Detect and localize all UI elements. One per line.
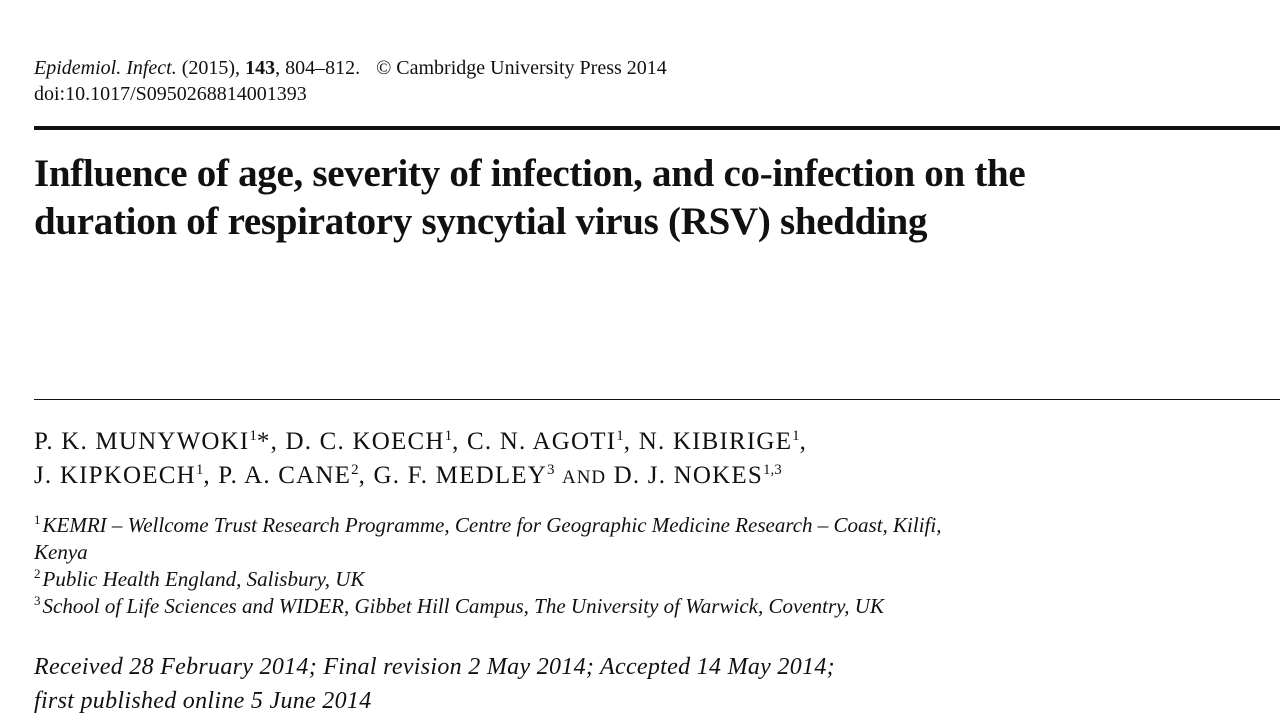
author-name: G. F. MEDLEY [373,462,548,489]
journal-volume: 143 [245,57,276,79]
author-affil-sup: 1 [444,428,453,444]
author-name: C. N. AGOTI [466,428,617,455]
corresponding-mark: * [256,428,271,455]
author-name: P. K. MUNYWOKI [34,428,250,455]
affiliation-list [34,512,941,620]
affiliation-text: School of Life Sciences and WIDER, Gibbet Hill Campus, The University of Warwick, Coventry, UK [42,594,884,618]
affiliation-text: Public Health England, Salisbury, UK [42,567,365,591]
header-rule [34,126,1280,130]
author-name: P. A. CANE [218,462,352,489]
author-name: D. J. NOKES [613,462,763,489]
article-title [34,150,1234,246]
article-title-line-1: Influence of age, severity of infection, and co-infection on the [34,152,1026,195]
affiliation-number: 1 [34,512,41,527]
author-name: J. KIPKOECH [34,462,196,489]
copyright-notice: © Cambridge University Press 2014 [376,57,667,79]
author-affil-sup: 1 [195,462,204,478]
published-online-date: first published online 5 June 2014 [34,688,372,714]
journal-year: (2015), [181,57,241,79]
journal-name: Epidemiol. Infect. [34,57,177,79]
affiliation-3 [34,593,941,620]
citation-line [34,56,667,80]
author-name: N. KIBIRIGE [638,428,793,455]
article-title-line-2: duration of respiratory syncytial virus (RSV) shedding [34,200,928,243]
affiliation-text: KEMRI – Wellcome Trust Research Programme, Centre for Geographic Medicine Research – Coast, Kilifi, [42,513,942,537]
title-rule [34,399,1280,400]
author-affil-sup: 2 [351,462,359,478]
affiliation-number: 2 [34,566,41,581]
author-line-2: J. KIPKOECH$^1$, P. A. CANE$^2$, G. F. MEDLEY$^3$ AND D. J. NOKES$^{1,3}$ [34,462,782,489]
author-affil-sup: 1,3 [762,462,782,478]
author-affil-sup: 3 [547,462,555,478]
affiliation-2 [34,566,941,593]
journal-pages: , 804–812. [275,57,361,79]
author-list [34,425,807,495]
author-affil-sup: 1 [616,428,624,444]
affiliation-1-continued: Kenya [34,540,88,564]
received-dates: Received 28 February 2014; Final revision 2 May 2014; Accepted 14 May 2014; [34,654,835,680]
doi: doi:10.1017/S0950268814001393 [34,83,307,105]
author-affil-sup: 1 [249,428,257,444]
author-line-1: P. K. MUNYWOKI$^1$*, D. C. KOECH$^1$, C. N. AGOTI$^1$, N. KIBIRIGE$^1$, [34,428,808,455]
author-name: D. C. KOECH [285,428,445,455]
affiliation-1 [34,512,941,539]
author-affil-sup: 1 [792,428,800,444]
affiliation-number: 3 [34,593,41,608]
publication-history [34,650,835,718]
and-word: AND [561,467,607,488]
